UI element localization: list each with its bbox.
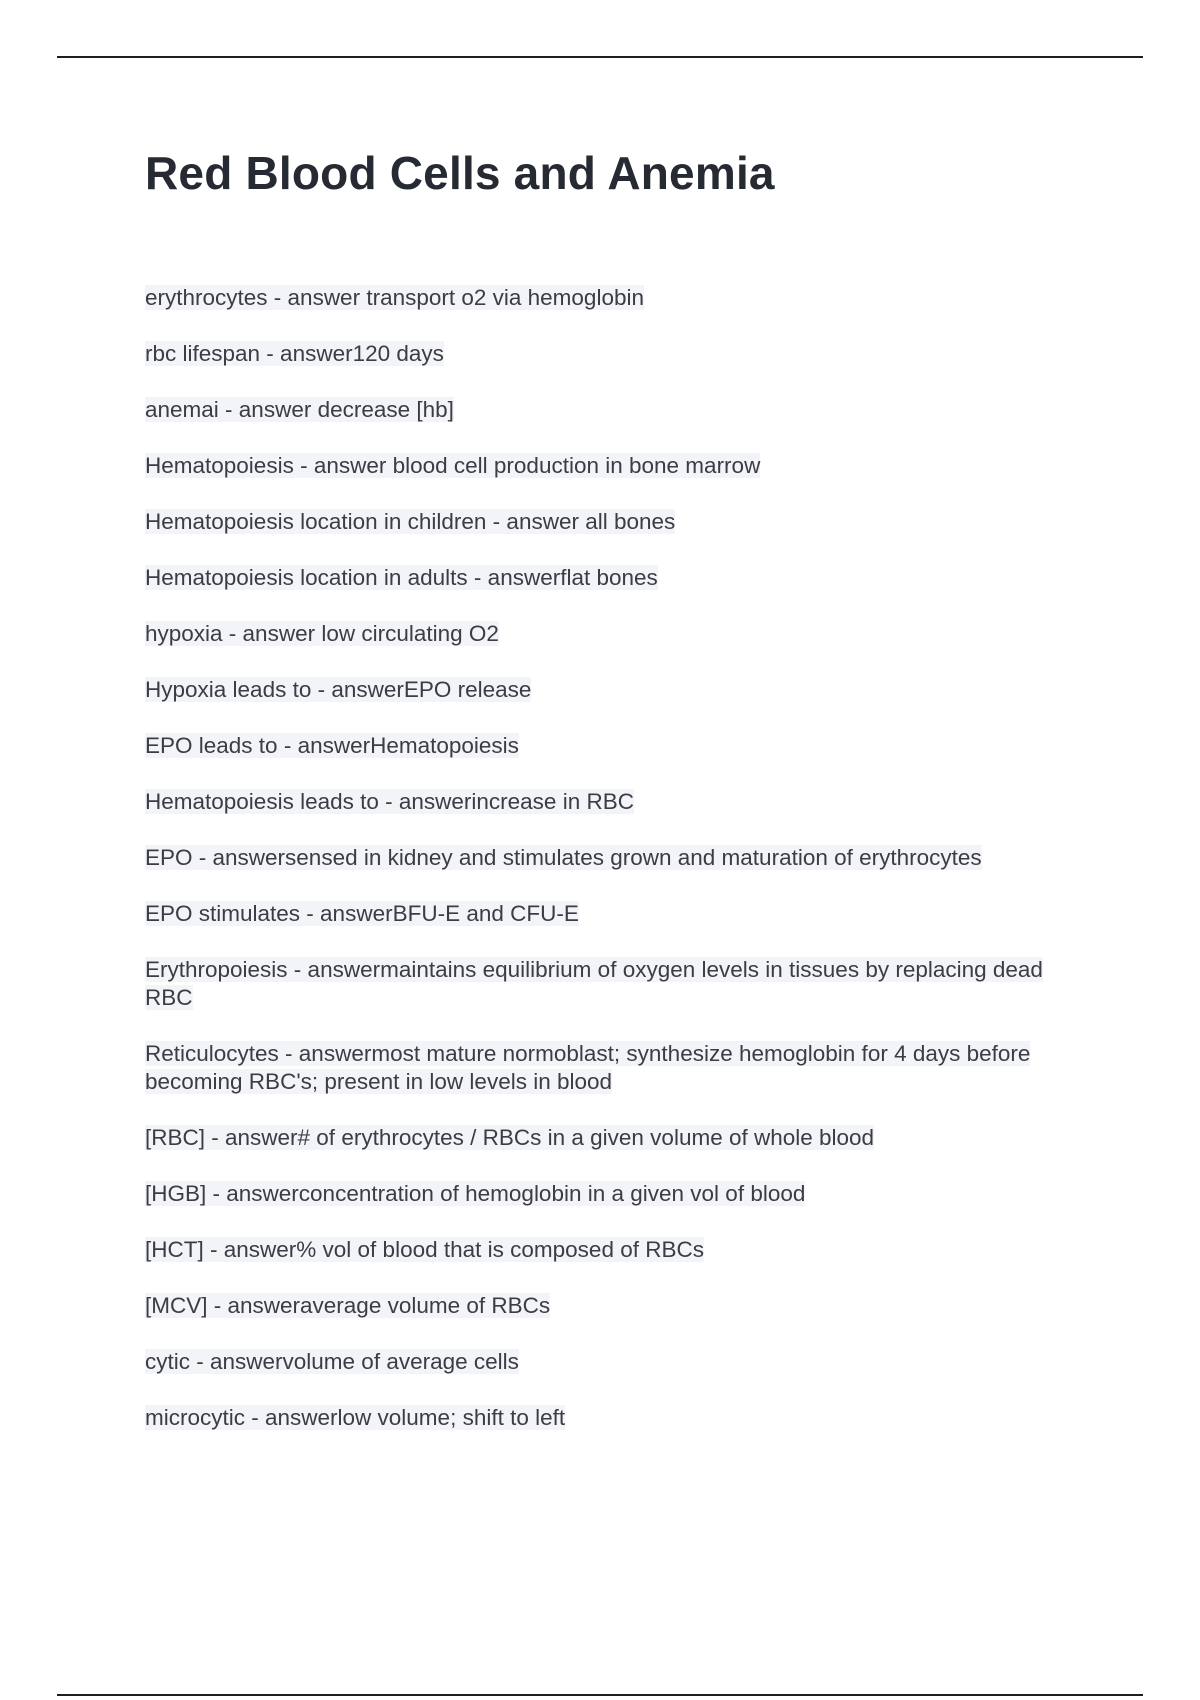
list-item (145, 396, 1065, 424)
entry-text: rbc lifespan - answer120 days (145, 341, 444, 366)
list-item (145, 1292, 1065, 1320)
list-item (145, 900, 1065, 928)
entry-text: [MCV] - answeraverage volume of RBCs (145, 1293, 551, 1318)
entry-text: Hypoxia leads to - answerEPO release (145, 677, 532, 702)
entry-text: erythrocytes - answer transport o2 via hemoglobin (145, 285, 644, 310)
entry-text: [HGB] - answerconcentration of hemoglobin in a given vol of blood (145, 1181, 806, 1206)
entry-text: Hematopoiesis leads to - answerincrease in RBC (145, 789, 634, 814)
top-rule (57, 56, 1143, 58)
entry-text: hypoxia - answer low circulating O2 (145, 621, 499, 646)
list-item (145, 284, 1065, 312)
list-item (145, 620, 1065, 648)
list-item (145, 1348, 1065, 1376)
list-item (145, 1404, 1065, 1432)
list-item (145, 788, 1065, 816)
entry-text: Reticulocytes - answermost mature normoblast; synthesize hemoglobin for 4 days before becoming RBC's; present in low levels in blood (145, 1041, 1031, 1094)
entry-text: Hematopoiesis location in children - answer all bones (145, 509, 676, 534)
list-item (145, 1236, 1065, 1264)
page-title: Red Blood Cells and Anemia (145, 147, 775, 199)
list-item (145, 508, 1065, 536)
list-item (145, 844, 1065, 872)
entry-text: [RBC] - answer# of erythrocytes / RBCs in a given volume of whole blood (145, 1125, 875, 1150)
list-item (145, 564, 1065, 592)
list-item (145, 732, 1065, 760)
list-item (145, 452, 1065, 480)
entry-text: Erythropoiesis - answermaintains equilibrium of oxygen levels in tissues by replacing dead RBC (145, 957, 1043, 1010)
flashcard-list (145, 284, 1065, 1460)
entry-text: EPO leads to - answerHematopoiesis (145, 733, 519, 758)
list-item (145, 1180, 1065, 1208)
list-item (145, 956, 1065, 1012)
entry-text: EPO - answersensed in kidney and stimulates grown and maturation of erythrocytes (145, 845, 982, 870)
entry-text: microcytic - answerlow volume; shift to left (145, 1405, 566, 1430)
entry-text: cytic - answervolume of average cells (145, 1349, 519, 1374)
list-item (145, 1040, 1065, 1096)
entry-text: Hematopoiesis - answer blood cell production in bone marrow (145, 453, 761, 478)
entry-text: Hematopoiesis location in adults - answerflat bones (145, 565, 658, 590)
list-item (145, 340, 1065, 368)
entry-text: [HCT] - answer% vol of blood that is composed of RBCs (145, 1237, 704, 1262)
entry-text: anemai - answer decrease [hb] (145, 397, 454, 422)
list-item (145, 676, 1065, 704)
bottom-rule (57, 1694, 1143, 1696)
list-item (145, 1124, 1065, 1152)
entry-text: EPO stimulates - answerBFU-E and CFU-E (145, 901, 579, 926)
